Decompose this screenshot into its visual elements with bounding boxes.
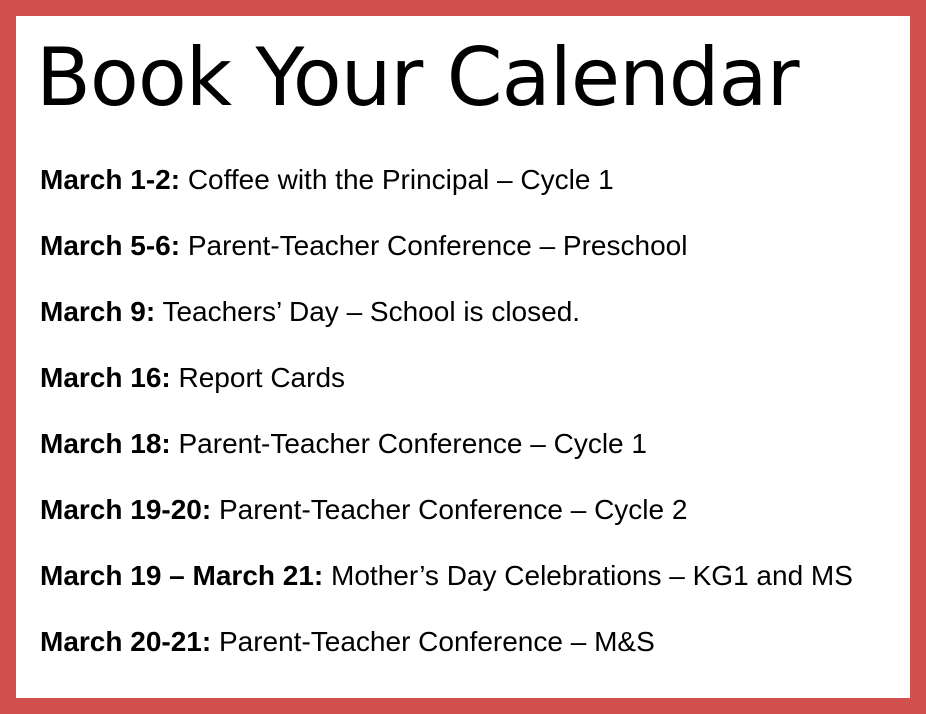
event-description: Parent-Teacher Conference – Cycle 1	[178, 428, 647, 459]
event-description: Parent-Teacher Conference – Preschool	[187, 230, 688, 261]
page-title: Book Your Calendar	[36, 31, 799, 124]
event-date: March 16:	[40, 362, 171, 393]
event-description: Mother’s Day Celebrations – KG1 and MS	[331, 560, 853, 591]
event-date: March 9:	[40, 296, 156, 327]
calendar-card	[16, 16, 910, 698]
event-item	[40, 228, 853, 294]
event-item	[40, 558, 853, 624]
event-description: Parent-Teacher Conference – M&S	[218, 626, 655, 657]
event-list	[40, 162, 853, 690]
event-date: March 19-20:	[40, 494, 212, 525]
event-description: Report Cards	[178, 362, 346, 393]
event-item	[40, 426, 853, 492]
event-item	[40, 624, 853, 690]
event-date: March 19 – March 21:	[40, 560, 324, 591]
event-date: March 18:	[40, 428, 171, 459]
event-description: Teachers’ Day – School is closed.	[162, 296, 581, 327]
event-description: Parent-Teacher Conference – Cycle 2	[218, 494, 688, 525]
event-description: Coffee with the Principal – Cycle 1	[187, 164, 614, 195]
event-item	[40, 162, 853, 228]
event-date: March 20-21:	[40, 626, 212, 657]
event-item	[40, 492, 853, 558]
event-item	[40, 360, 853, 426]
event-date: March 1-2:	[40, 164, 181, 195]
event-item	[40, 294, 853, 360]
event-date: March 5-6:	[40, 230, 181, 261]
